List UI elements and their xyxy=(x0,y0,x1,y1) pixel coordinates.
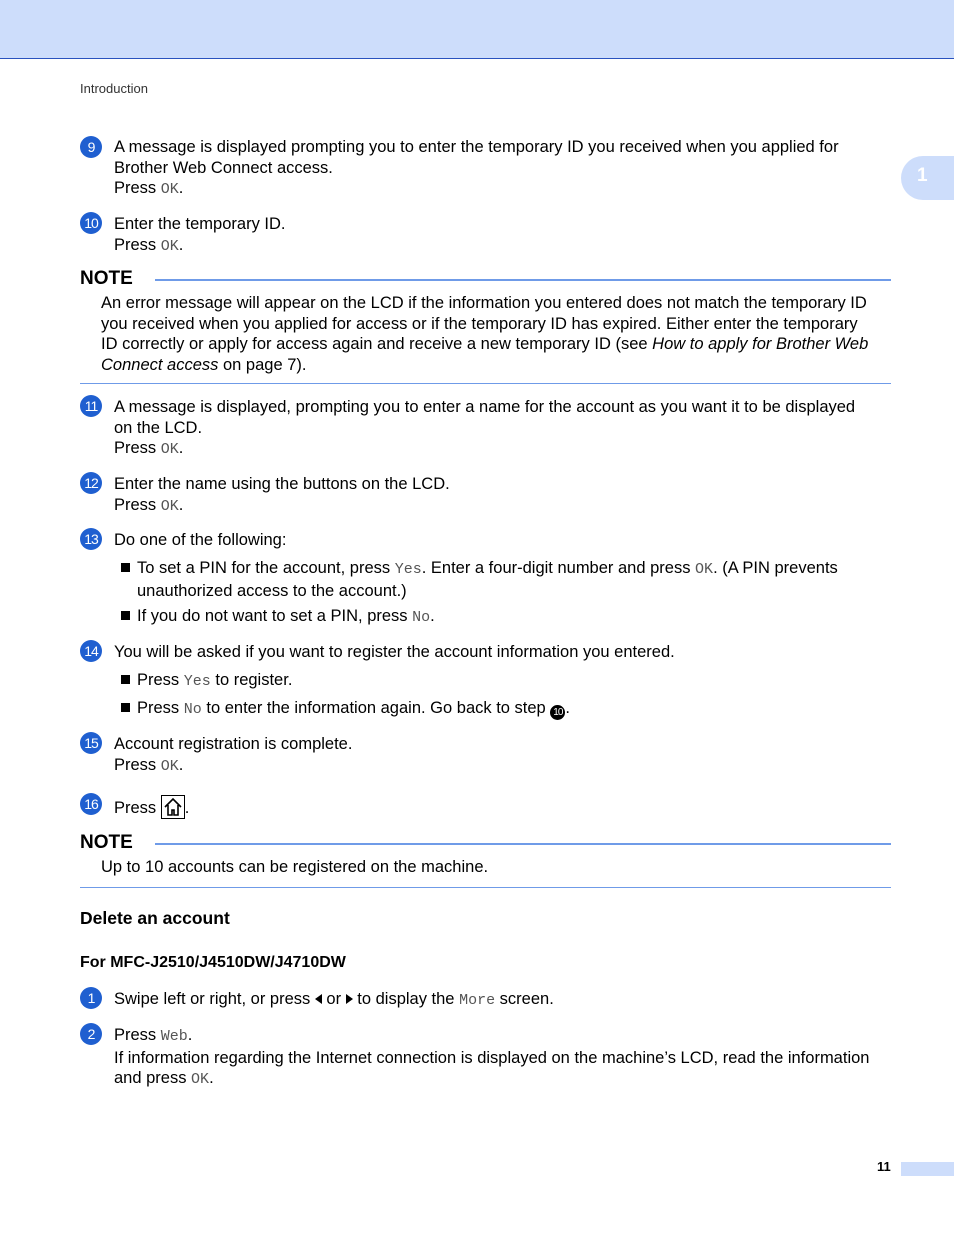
footer-band xyxy=(901,1162,954,1176)
press-label: Press xyxy=(114,439,161,457)
step-line: Account registration is complete. xyxy=(114,735,353,753)
press-label: Press xyxy=(114,235,161,254)
press-line: Press OK. xyxy=(114,439,184,458)
chapter-tab xyxy=(901,156,954,200)
bullet-text: to register. xyxy=(210,671,293,689)
bullet-text: . xyxy=(565,699,570,717)
step-16-text xyxy=(114,795,189,819)
page-number: 11 xyxy=(877,1159,891,1174)
step-ref-icon: 10 xyxy=(550,705,565,720)
key-no: No xyxy=(412,609,431,626)
bullet-text: . (A PIN prevents xyxy=(713,559,838,577)
step-text: or xyxy=(321,990,346,1008)
note-title: NOTE xyxy=(80,832,133,853)
bullet-icon xyxy=(121,675,130,684)
press-line xyxy=(114,1068,869,1091)
note-rule xyxy=(155,843,891,845)
step-line: Enter the temporary ID. xyxy=(114,215,286,233)
bullet-icon xyxy=(121,703,130,712)
step-number-icon: 16 xyxy=(80,793,102,815)
press-label: Press xyxy=(114,1026,161,1044)
bullet-icon xyxy=(121,563,130,572)
note-title: NOTE xyxy=(80,268,133,289)
step-12-text xyxy=(114,474,450,517)
press-label: Press xyxy=(114,495,161,514)
bullet-icon xyxy=(121,611,130,620)
step-13-bullet-1 xyxy=(121,558,838,601)
step-13-bullet-2 xyxy=(121,606,435,629)
note-line-text xyxy=(101,334,868,355)
note-text: on page 7). xyxy=(218,355,307,374)
note-link-text: How to apply for Brother Web xyxy=(652,335,869,353)
press-label: Press xyxy=(114,799,161,817)
step-line: Brother Web Connect access. xyxy=(114,158,333,177)
bullet-text: If you do not want to set a PIN, press xyxy=(137,607,413,625)
key-ok: OK xyxy=(695,561,714,578)
step-line: A message is displayed, prompting you to enter a name for the account as you want it to be displayed xyxy=(114,398,856,416)
header-band xyxy=(0,0,954,59)
note-1-body xyxy=(101,293,868,375)
press-label: and press xyxy=(114,1069,192,1087)
step-number-icon: 14 xyxy=(80,640,102,662)
delete-step-2-text xyxy=(114,1025,869,1091)
press-line: Press OK. xyxy=(114,179,184,198)
running-title: Introduction xyxy=(80,81,148,96)
bullet-text: Press xyxy=(137,671,184,689)
step-number-icon: 2 xyxy=(80,1023,102,1045)
bullet-text: To set a PIN for the account, press xyxy=(137,559,395,577)
note-rule xyxy=(155,279,891,281)
step-text: Swipe left or right, or press xyxy=(114,990,315,1008)
step-number-icon: 11 xyxy=(80,395,102,417)
step-15-text xyxy=(114,734,352,777)
step-number-icon: 15 xyxy=(80,732,102,754)
note-bottom-rule xyxy=(80,383,891,384)
bullet-text: . xyxy=(430,607,435,625)
bullet-text: Press xyxy=(137,699,184,717)
step-number-icon: 1 xyxy=(80,987,102,1009)
step-line: Enter the name using the buttons on the LCD. xyxy=(114,475,450,493)
press-line: Press OK. xyxy=(114,235,184,255)
step-14-bullet-2 xyxy=(121,698,570,721)
key-ok: OK xyxy=(160,497,179,515)
step-9-text xyxy=(114,137,839,201)
step-text: screen. xyxy=(495,990,554,1008)
note-text: ID correctly or apply for access again and receive a new temporary ID (see xyxy=(101,335,653,353)
step-number-icon: 13 xyxy=(80,528,102,550)
chapter-number: 1 xyxy=(917,165,928,186)
step-line: A message is displayed prompting you to enter the temporary ID you received when you applied for xyxy=(114,138,839,156)
key-more: More xyxy=(459,992,496,1009)
press-line: Press OK. xyxy=(114,755,184,775)
model-subheading: For MFC-J2510/J4510DW/J4710DW xyxy=(80,954,346,971)
key-ok: OK xyxy=(160,181,179,198)
step-14-text: You will be asked if you want to register the account information you entered. xyxy=(114,643,675,661)
key-ok: OK xyxy=(191,1071,210,1088)
bullet-text: . Enter a four-digit number and press xyxy=(421,559,696,577)
press-label: . xyxy=(209,1069,214,1087)
note-line-text: you received when you applied for access or if the temporary ID has expired. Either enter the temporary xyxy=(101,314,858,333)
note-link-text: Connect access xyxy=(101,355,219,374)
step-11-text xyxy=(114,397,855,461)
key-ok: OK xyxy=(160,237,179,255)
note-line-text: An error message will appear on the LCD if the information you entered does not match the temporary ID xyxy=(101,294,867,312)
step-text: to display the xyxy=(352,990,460,1008)
press-label: . xyxy=(184,799,190,817)
key-yes: Yes xyxy=(394,561,422,578)
home-icon xyxy=(161,795,185,819)
key-no: No xyxy=(183,701,202,718)
key-web: Web xyxy=(160,1028,188,1045)
press-line xyxy=(114,1025,869,1048)
right-arrow-icon xyxy=(346,994,353,1004)
press-label: Press xyxy=(114,755,161,774)
step-number-icon: 10 xyxy=(80,212,102,234)
press-label: . xyxy=(187,1026,193,1044)
key-yes: Yes xyxy=(183,673,211,690)
step-13-text: Do one of the following: xyxy=(114,531,287,549)
left-arrow-icon xyxy=(315,994,322,1004)
delete-step-1-text xyxy=(114,989,554,1012)
step-line: on the LCD. xyxy=(114,418,203,437)
note-bottom-rule xyxy=(80,887,891,888)
bullet-text: to enter the information again. Go back to step xyxy=(201,699,551,717)
bullet-text: unauthorized access to the account.) xyxy=(137,581,407,600)
step-number-icon: 9 xyxy=(80,136,102,158)
note-line-text xyxy=(101,355,868,376)
step-10-text xyxy=(114,214,286,257)
step-number-icon: 12 xyxy=(80,472,102,494)
note-2-body: Up to 10 accounts can be registered on the machine. xyxy=(101,858,489,876)
step-14-bullet-1 xyxy=(121,670,292,693)
key-ok: OK xyxy=(160,441,179,458)
key-ok: OK xyxy=(160,757,179,775)
press-line: Press OK. xyxy=(114,495,184,515)
step-line: If information regarding the Internet connection is displayed on the machine’s LCD, read the information xyxy=(114,1048,870,1067)
press-label: Press xyxy=(114,179,161,197)
section-heading: Delete an account xyxy=(80,908,230,928)
